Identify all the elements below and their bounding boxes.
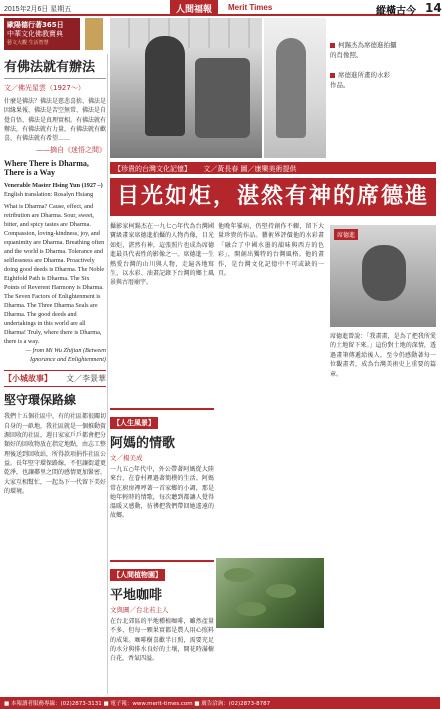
plant-garden-section — [110, 560, 214, 663]
newspaper-logo-en: Merit Times — [228, 3, 273, 12]
page-header — [0, 0, 440, 16]
story-tag: 【小城故事】 — [4, 374, 52, 384]
life-scenery-title: 阿媽的情歌 — [110, 436, 176, 451]
life-scenery-author: 文／楊美成 — [110, 454, 143, 462]
photographer-figure — [145, 36, 185, 136]
caption-line4: 作品。 — [330, 81, 350, 89]
plant-garden-author: 文與圖／台北若主人 — [110, 606, 169, 614]
english-title: Where There is Dharma, There is a Way — [4, 159, 89, 178]
english-source: — from Mi Wu Zhijian (Between Ignorance and Enlightenment) — [25, 347, 106, 364]
column-author: 文／佛光星雲（1927～） — [4, 84, 85, 92]
life-scenery-body: 一九五○年代中，外公帶著阿媽從大陸來台，在眷村裡過著簡樸的生活。阿媽常在廚房裡哼著一首家鄉的小調，那是她年輕時的情歌，每次聽到都讓人覺得溫暖又感動，彷彿把我們帶回她遙遠的故鄉。 — [110, 466, 214, 520]
leaf-shape — [236, 602, 266, 616]
watercolor-image — [264, 18, 326, 158]
story-section — [4, 370, 106, 387]
artist-portrait — [330, 225, 436, 327]
portrait-photo — [110, 18, 262, 158]
page-number: 14 — [425, 1, 442, 15]
caption-line1: 柯錫杰為席德進拍攝 — [338, 41, 397, 49]
caption-bullet-icon — [330, 43, 335, 48]
newspaper-logo: 人間福報 — [170, 0, 218, 15]
photo-caption — [330, 40, 434, 90]
coffee-plant-photo — [216, 558, 324, 628]
caption-line3: 席德進所畫的水彩 — [338, 71, 390, 79]
banner-line1: 歐陽德行著365日 — [7, 21, 64, 29]
story-title: 堅守環保路線 — [4, 393, 77, 408]
english-translator: English translation: Rosalyn Hsiang — [4, 191, 94, 199]
artist-face — [362, 245, 406, 301]
book-cover-image — [85, 18, 103, 50]
feature-headline: 目光如炬，湛然有神的席德進 — [110, 178, 436, 216]
life-scenery-section — [110, 408, 214, 521]
caption-line2: 的肖像照。 — [330, 51, 363, 59]
story-author: 文／李景華 — [66, 374, 106, 384]
feature-body-col1: 攝影家柯錫杰在一九七○年代為台灣國寶級畫家席德進拍攝的人物肖像，目光如炬，湛然有神，這張照片也成為席德進最具代表性的影像之一。席德進一生熱愛台灣的山川與人物，走遍各地寫生，以水彩、油畫記錄下台灣的鄉土風景與古厝廟宇。 — [110, 223, 214, 287]
story-body: 我們十五個社區中，有的社區都很關切自身的一畝地，我社區就是一個推動資源回收的社區，週日家家戶戶都會把分類好的回收物放在指定地點，由志工整理後送到回收站，所得款項捐作社區公益。長年堅守環保路線，不但讓街道更乾淨，也讓鄰里之間的感情更加緊密，大家互相幫忙，一起為下一代留下美好的環境。 — [4, 413, 107, 495]
plant-garden-title: 平地咖啡 — [110, 588, 163, 603]
column-divider — [107, 54, 108, 694]
plant-garden-tag: 【人間植物園】 — [110, 569, 165, 581]
banner-line2: 中華文化佛教寶典 — [7, 30, 63, 38]
caption-bullet-icon — [330, 73, 335, 78]
feature-author: 文／黃長春 圖／康樂美術提供 — [203, 165, 297, 173]
issue-date: 2015年2月6日 星期五 — [4, 6, 72, 13]
window-backdrop — [110, 18, 262, 48]
portrait-label: 席德進 — [334, 229, 358, 240]
plant-garden-body: 在台北郊區的平地種植咖啡，雖然產量不多，但每一顆果實都是農人用心照料的成果。咖啡樹喜歡半日照，需要充足的水分與排水良好的土壤，開花時滿樹白花，香氣四溢。 — [110, 618, 214, 663]
life-scenery-tag: 【人生風景】 — [110, 417, 158, 429]
painter-figure — [195, 58, 250, 138]
page-footer: ■ 本報讀者服務專線：(02)2873-3131 ■ 電子報：www.merit-times.com ■ 廣告洽詢：(02)2873-8787 — [0, 697, 440, 709]
banner-line3: 藝文大觀 生活智慧 — [7, 40, 49, 46]
book-ad-banner — [4, 18, 80, 50]
column-title: 有佛法就有辦法 — [4, 56, 106, 79]
feature-series: 【珍貴的台灣文化記憶】 — [114, 165, 191, 173]
painted-figure — [276, 38, 306, 138]
english-author: Venerable Master Hsing Yun (1927 –) — [4, 182, 103, 190]
feature-body-col2: 他晚年罹病，仍堅持創作不輟，留下大量珍貴的作品。藝術界評價他的水彩畫「融合了中國水墨的韻味與西方的色彩」，開創出獨特的台灣風格。他的畫作，是台灣文化記憶中不可或缺的一頁。 — [218, 223, 324, 278]
column-body: 什麼是佛法？佛法是慈悲喜捨、佛法是因緣果報、佛法是苦空無常、佛法是自覺自悟、佛法是真理實相。有佛法就有辦法，有佛法就有力量，有佛法就有歡喜，有佛法就有希望…… — [4, 98, 107, 143]
english-body: What is Dharma? Cause, effect, and retribution are Dharma. Sour, sweet, bitter, and spicy tastes are Dharma. Compassion, loving-kindness, joy, and equanimity are Dharma. Breathing often and the world is Dharma. Tolerance and selflessness are Dharma. Proactively doing good deeds is Dharma. The Noble Eightfold Path is Dharma. The Six Points of Reverent Harmony is Dharma. The Seven Factors of Enlightenment is Dharma. The Three Dharma Seals are Dharma. The good deeds and undertakings in this world are all Dharma! Truly, where there is Dharma, there is a way. — [4, 203, 105, 346]
leaf-shape — [224, 568, 254, 582]
feature-body-col3: 席德進曾說：「我畫畫，是為了把我所愛的土地留下來。」這份對土地的深情，透過畫筆傳遞給後人，至今仍感動著每一位觀畫者，成為台灣美術史上重要的篇章。 — [330, 333, 436, 378]
section-title: 縱橫古今 — [376, 6, 416, 17]
leaf-shape — [266, 584, 296, 598]
feature-strip — [110, 162, 436, 174]
left-column — [4, 56, 106, 496]
quote-source: ——摘自《迷悟之間》 — [36, 146, 106, 155]
